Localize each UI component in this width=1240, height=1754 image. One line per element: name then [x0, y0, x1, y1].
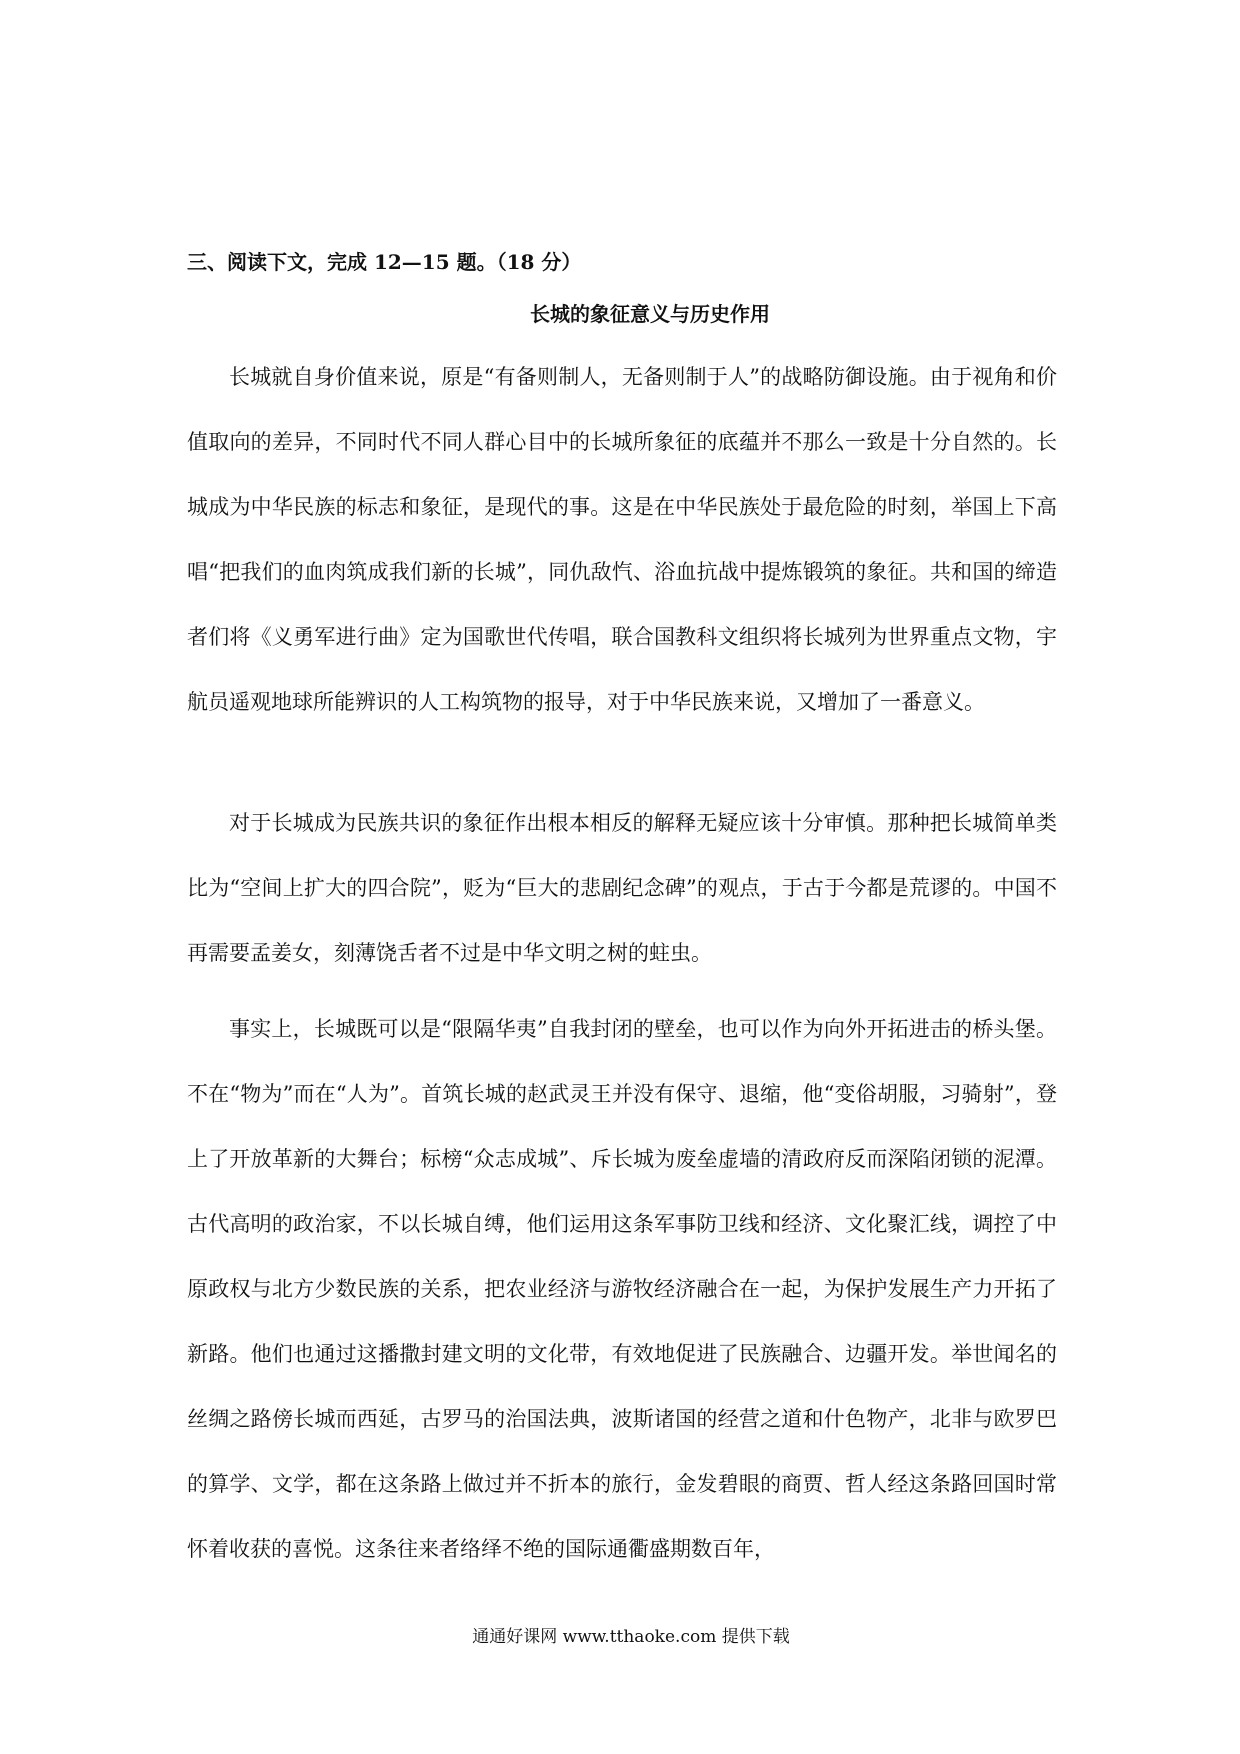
article-title: 长城的象征意义与历史作用	[530, 302, 770, 326]
paragraph: 对于长城成为民族共识的象征作出根本相反的解释无疑应该十分审慎。那种把长城简单类比为“空间上扩大的四合院”，贬为“巨大的悲剧纪念碑”的观点，于古于今都是荒谬的。中国不再需要孟姜女，刻薄饶舌者不过是中华文明之树的蛀虫。	[187, 811, 1057, 965]
page-footer: 通通好课网 www.tthaoke.com 提供下载	[472, 1627, 790, 1647]
paragraph: 长城就自身价值来说，原是“有备则制人，无备则制于人”的战略防御设施。由于视角和价值取向的差异，不同时代不同人群心目中的长城所象征的底蕴并不那么一致是十分自然的。长城成为中华民族的标志和象征，是现代的事。这是在中华民族处于最危险的时刻，举国上下高唱“把我们的血肉筑成我们新的长城”，同仇敌忾、浴血抗战中提炼锻筑的象征。共和国的缔造者们将《义勇军进行曲》定为国歌世代传唱，联合国教科文组织将长城列为世界重点文物，宇航员遥观地球所能辨识的人工构筑物的报导，对于中华民族来说，又增加了一番意义。	[187, 365, 1057, 714]
paragraph: 事实上，长城既可以是“限隔华夷”自我封闭的壁垒，也可以作为向外开拓进击的桥头堡。不在“物为”而在“人为”。首筑长城的赵武灵王并没有保守、退缩，他“变俗胡服，习骑射”，登上了开放革新的大舞台；标榜“众志成城”、斥长城为废垒虚墙的清政府反而深陷闭锁的泥潭。古代高明的政治家，不以长城自缚，他们运用这条军事防卫线和经济、文化聚汇线，调控了中原政权与北方少数民族的关系，把农业经济与游牧经济融合在一起，为保护发展生产力开拓了新路。他们也通过这播撒封建文明的文化带，有效地促进了民族融合、边疆开发。举世闻名的丝绸之路傍长城而西延，古罗马的治国法典，波斯诸国的经营之道和什色物产，北非与欧罗巴的算学、文学，都在这条路上做过并不折本的旅行，金发碧眼的商贾、哲人经这条路回国时常怀着收获的喜悦。这条往来者络绎不绝的国际通衢盛期数百年，	[187, 1017, 1057, 1561]
section-heading: 三、阅读下文，完成 12—15 题。（18 分）	[187, 250, 582, 274]
